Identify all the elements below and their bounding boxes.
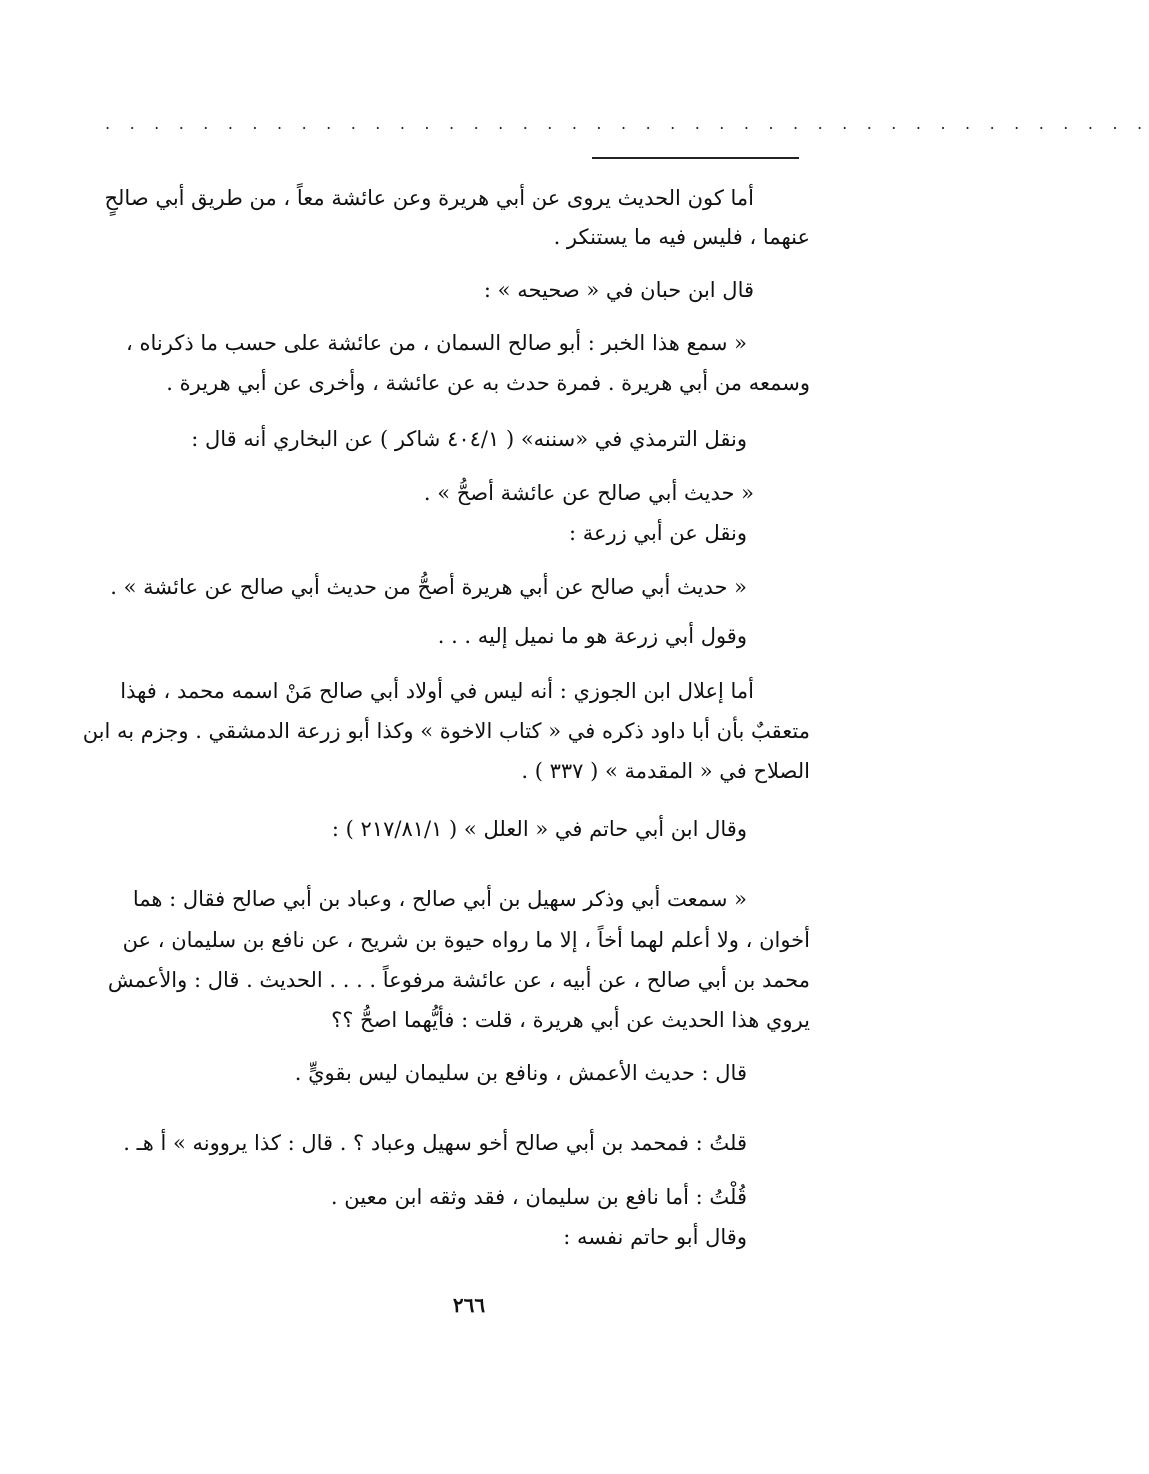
text-line: « حديث أبي صالح عن أبي هريرة أصحُّ من حديث أبي صالح عن عائشة » . — [110, 575, 747, 599]
text-line: « سمع هذا الخبر : أبو صالح السمان ، من عائشة على حسب ما ذكرناه ، — [126, 331, 747, 355]
text-line: « حديث أبي صالح عن عائشة أصحُّ » . — [423, 481, 754, 505]
footnote-rule — [592, 157, 799, 159]
text-line: وسمعه من أبي هريرة . فمرة حدث به عن عائشة ، وأخرى عن أبي هريرة . — [166, 371, 810, 395]
text-line: قال : حديث الأعمش ، ونافع بن سليمان ليس بقويٍّ . — [294, 1061, 747, 1085]
text-line: ونقل الترمذي في «سننه» ( ٤٠٤/١ شاكر ) عن البخاري أنه قال : — [191, 427, 747, 451]
text-line: قال ابن حبان في « صحيحه » : — [483, 278, 754, 302]
text-line: « سمعت أبي وذكر سهيل بن أبي صالح ، وعباد بن أبي صالح فقال : هما — [132, 887, 747, 911]
text-line: وقال أبو حاتم نفسه : — [563, 1225, 747, 1249]
text-line: أما إعلال ابن الجوزي : أنه ليس في أولاد أبي صالح مَنْ اسمه محمد ، فهذا — [120, 679, 754, 703]
text-line: وقول أبي زرعة هو ما نميل إليه . . . — [437, 624, 747, 648]
text-line: أخوان ، ولا أعلم لهما أخاً ، إلا ما رواه حيوة بن شريح ، عن نافع بن سليمان ، عن — [122, 928, 810, 952]
page-number: ٢٦٦ — [452, 1293, 486, 1317]
text-line: عنهما ، فليس فيه ما يستنكر . — [553, 225, 810, 249]
text-line: يروي هذا الحديث عن أبي هريرة ، قلت : فأيُّهما اصحُّ ؟؟ — [331, 1008, 810, 1032]
text-line: أما كون الحديث يروى عن أبي هريرة وعن عائشة معاً ، من طريق أبي صالحٍ — [104, 186, 754, 210]
text-line: محمد بن أبي صالح ، عن أبيه ، عن عائشة مرفوعاً . . . . الحديث . قال : والأعمش — [107, 968, 810, 992]
text-line: قلتُ : فمحمد بن أبي صالح أخو سهيل وعباد ؟ . قال : كذا يروونه » أ هـ . — [123, 1131, 747, 1155]
text-line: الصلاح في « المقدمة » ( ٣٣٧ ) . — [521, 759, 810, 783]
text-line: متعقبٌ بأن أبا داود ذكره في « كتاب الاخوة » وكذا أبو زرعة الدمشقي . وجزم به ابن — [82, 719, 810, 743]
text-line: قُلْتُ : أما نافع بن سليمان ، فقد وثقه ابن معين . — [330, 1185, 747, 1209]
text-line: ونقل عن أبي زرعة : — [568, 521, 747, 545]
text-line: وقال ابن أبي حاتم في « العلل » ( ٢١٧/٨١/١ ) : — [331, 817, 747, 841]
separator-dots: . . . . . . . . . . . . . . . . . . . . . . . . . . . . . . . . . . . . . . . . . . . — [105, 114, 1149, 133]
